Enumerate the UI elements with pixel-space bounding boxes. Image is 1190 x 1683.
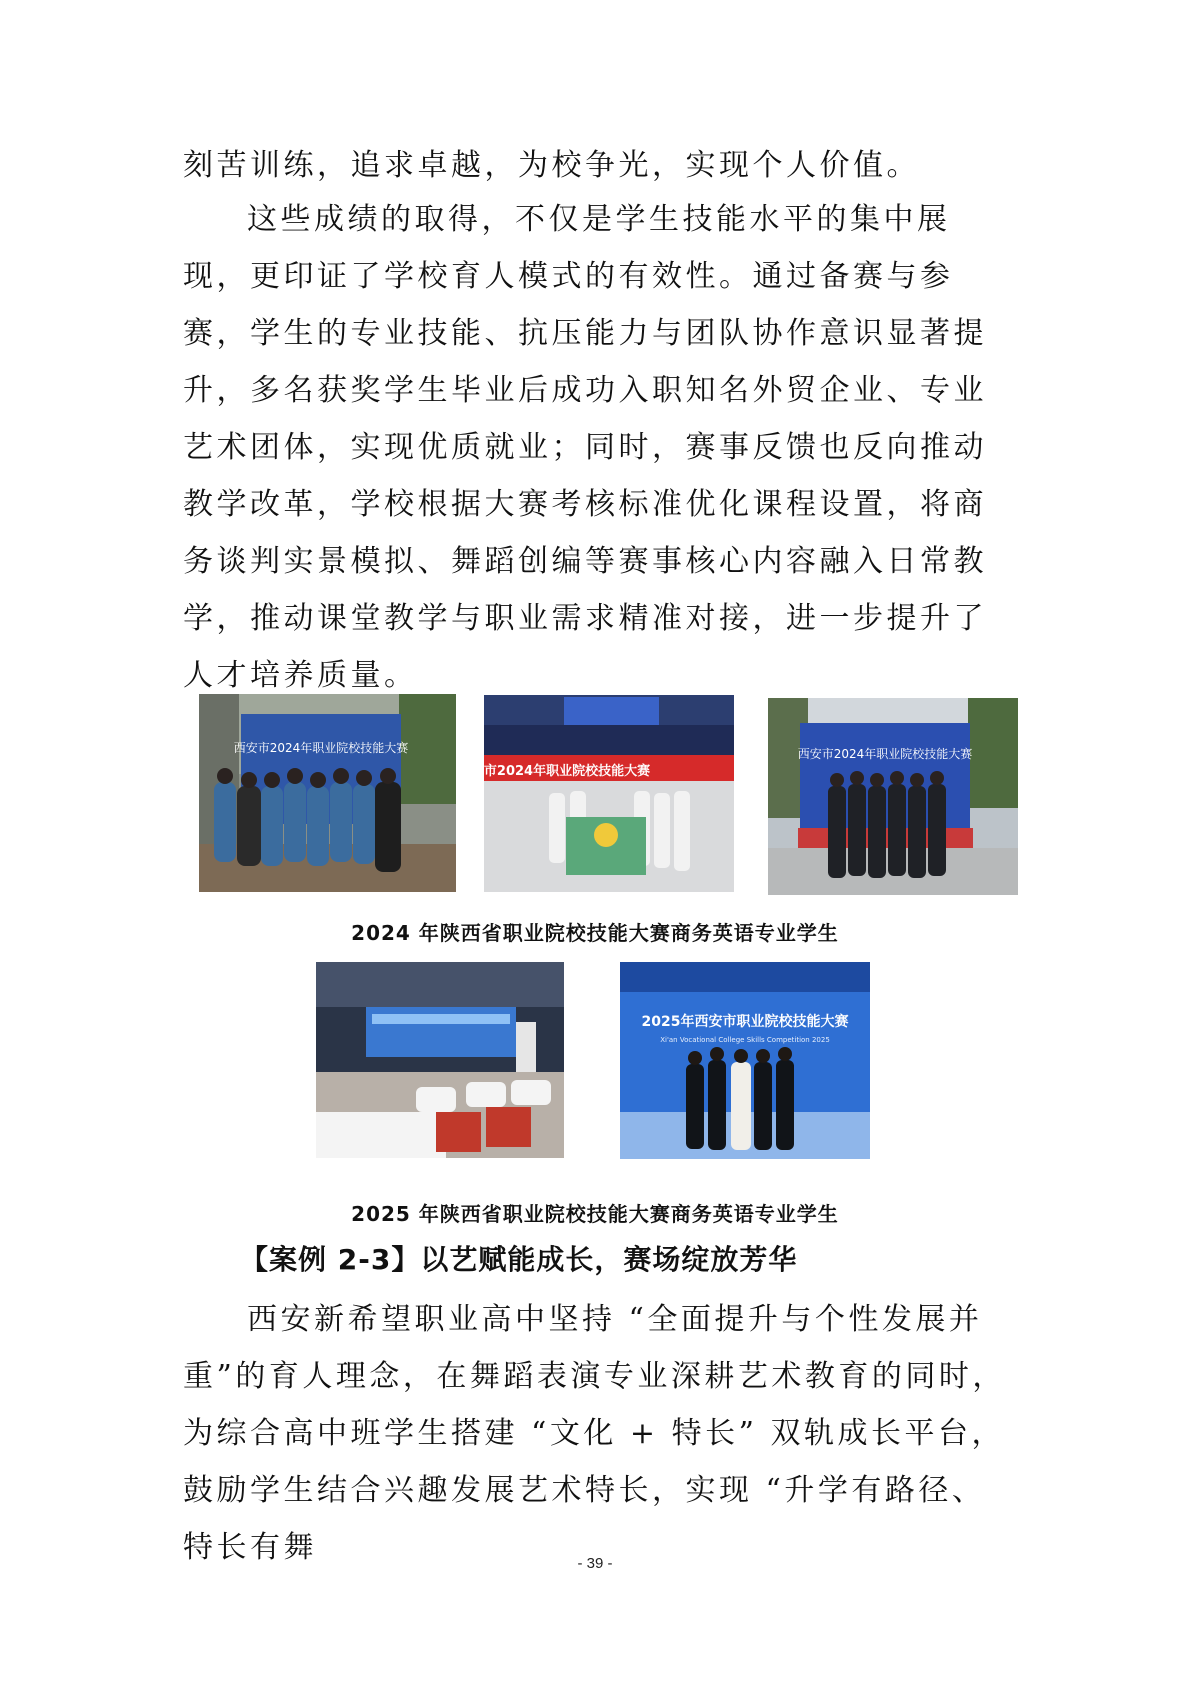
banner-text: 2025年西安市职业院校技能大赛 bbox=[641, 1014, 849, 1030]
banner-text: 西安市2024年职业院校技能大赛 bbox=[233, 741, 409, 755]
paragraph-case-intro: 西安新希望职业高中坚持 “全面提升与个性发展并重”的育人理念，在舞蹈表演专业深耕艺术教育的同时，为综合高中班学生搭建 “文化 + 特长” 双轨成长平台，鼓励学生结合兴趣发展艺术特长，实现 “升学有路径、特长有舞 bbox=[183, 1302, 1006, 1565]
photo-2025-team-stage bbox=[620, 962, 870, 1159]
case-heading: 【案例 2-3】以艺赋能成长，赛场绽放芳华 bbox=[240, 1243, 798, 1276]
paragraph-achievements: 这些成绩的取得，不仅是学生技能水平的集中展现，更印证了学校育人模式的有效性。通过备赛与参赛，学生的专业技能、抗压能力与团队协作意识显著提升，多名获奖学生毕业后成功入职知名外贸企业、专业艺术团体，实现优质就业；同时，赛事反馈也反向推动教学改革，学校根据大赛考核标准优化课程设置，将商务谈判实景模拟、舞蹈创编等赛事核心内容融入日常教学，推动课堂教学与职业需求精准对接，进一步提升了人才培养质量。 bbox=[183, 202, 987, 693]
photo-2024-team-suits bbox=[768, 698, 1018, 895]
banner-text: 西安市2024年职业院校技能大赛 bbox=[797, 747, 973, 761]
banner-text: 西安市2024年职业院校技能大赛 bbox=[457, 764, 651, 779]
page-number: - 39 - bbox=[577, 1555, 613, 1572]
paragraph-continuation: 刻苦训练，追求卓越，为校争光，实现个人价值。 bbox=[183, 148, 920, 183]
photo-2024-team-flag bbox=[457, 695, 734, 892]
caption-2024: 2024 年陕西省职业院校技能大赛商务英语专业学生 bbox=[351, 921, 839, 945]
photo-2025-venue-hall bbox=[316, 962, 564, 1158]
caption-2025: 2025 年陕西省职业院校技能大赛商务英语专业学生 bbox=[351, 1202, 839, 1226]
banner-subtext: Xi'an Vocational College Skills Competition 2025 bbox=[660, 1036, 830, 1044]
photo-2024-team-jackets bbox=[199, 694, 456, 892]
